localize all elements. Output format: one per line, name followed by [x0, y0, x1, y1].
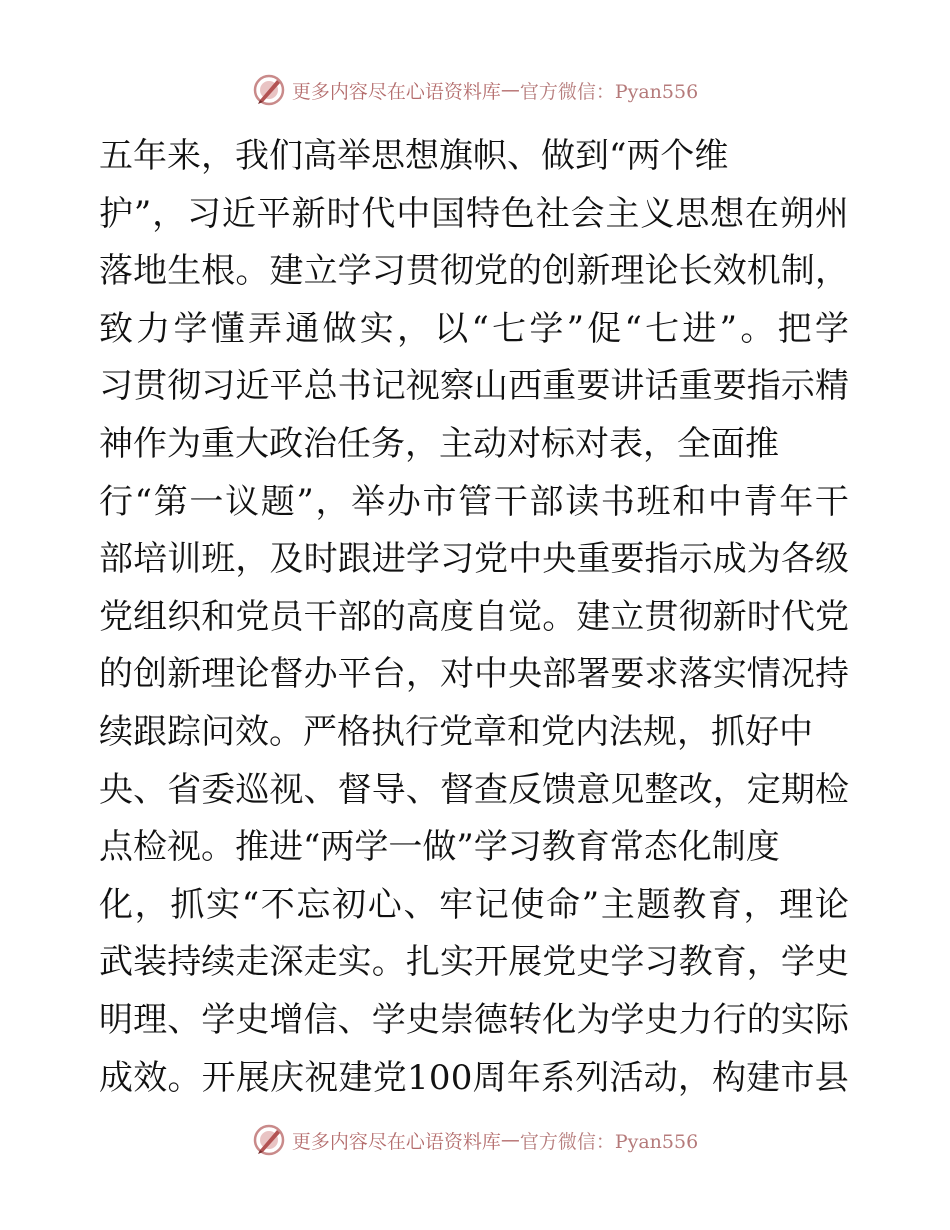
quill-logo-icon	[252, 1123, 286, 1157]
text-line: 点检视。推进“两学一做”学习教育常态化制度	[99, 827, 780, 868]
text-line: 护 ” ， 习 近 平 新 时 代 中 国 特 色 社 会 主 义 思 想 在 朔 州	[99, 193, 849, 234]
text-line: 的 创 新 理 论 督 办 平 台 ， 对 中 央 部 署 要 求 落 实 情 况 持	[99, 654, 849, 695]
text-line: 习 贯 彻 习 近 平 总 书 记 视 察 山 西 重 要 讲 话 重 要 指 示 精	[99, 366, 849, 407]
text-line: 武 装 持 续 走 深 走 实 。 扎 实 开 展 党 史 学 习 教 育 ， 学 史	[99, 942, 849, 983]
text-line: 行 “ 第 一 议 题 ” ， 举 办 市 管 干 部 读 书 班 和 中 青 年 干	[99, 481, 849, 522]
text-line: 落 地 生 根 。 建 立 学 习 贯 彻 党 的 创 新 理 论 长 效 机 制 ，	[99, 251, 849, 292]
banner-wechat-text: 官方微信：Pyan556	[519, 80, 699, 103]
text-line: 明 理 、 学 史 增 信 、 学 史 崇 德 转 化 为 学 史 力 行 的 实 际	[99, 999, 849, 1040]
banner-dash: —	[500, 79, 520, 101]
text-line: 致 力 学 懂 弄 通 做 实 ， 以 “ 七 学 ” 促 “ 七 进 ” 。 把 学	[99, 308, 849, 349]
text-line: 神作为重大政治任务，主动对标对表，全面推	[99, 423, 779, 464]
banner-dash: —	[500, 1129, 520, 1151]
text-line: 化 ， 抓 实 “ 不 忘 初 心 、 牢 记 使 命 ” 主 题 教 育 ， 理 论	[99, 884, 849, 925]
banner-brand-text: 更多内容尽在心语资料库	[291, 1130, 501, 1153]
text-line: 部 培 训 班 ， 及 时 跟 进 学 习 党 中 央 重 要 指 示 成 为 各 级	[99, 539, 849, 580]
article-body	[99, 128, 849, 1107]
quill-logo-icon	[252, 73, 286, 107]
footer-watermark	[0, 1123, 950, 1157]
banner-wechat-text: 官方微信：Pyan556	[519, 1130, 699, 1153]
header-watermark	[0, 73, 950, 107]
text-line: 党 组 织 和 党 员 干 部 的 高 度 自 觉 。 建 立 贯 彻 新 时 代 党	[99, 596, 849, 637]
banner-brand-text: 更多内容尽在心语资料库	[291, 80, 501, 103]
text-line: 成 效 。 开 展 庆 祝 建 党 1 0 0 周 年 系 列 活 动 ， 构 建 市 县	[99, 1057, 849, 1098]
text-line: 五年来，我们高举思想旗帜、做到“两个维	[99, 136, 729, 176]
text-line: 央 、 省 委 巡 视 、 督 导 、 督 查 反 馈 意 见 整 改 ， 定 期 检	[99, 769, 849, 810]
text-line: 续跟踪问效。严格执行党章和党内法规，抓好中	[99, 711, 813, 752]
